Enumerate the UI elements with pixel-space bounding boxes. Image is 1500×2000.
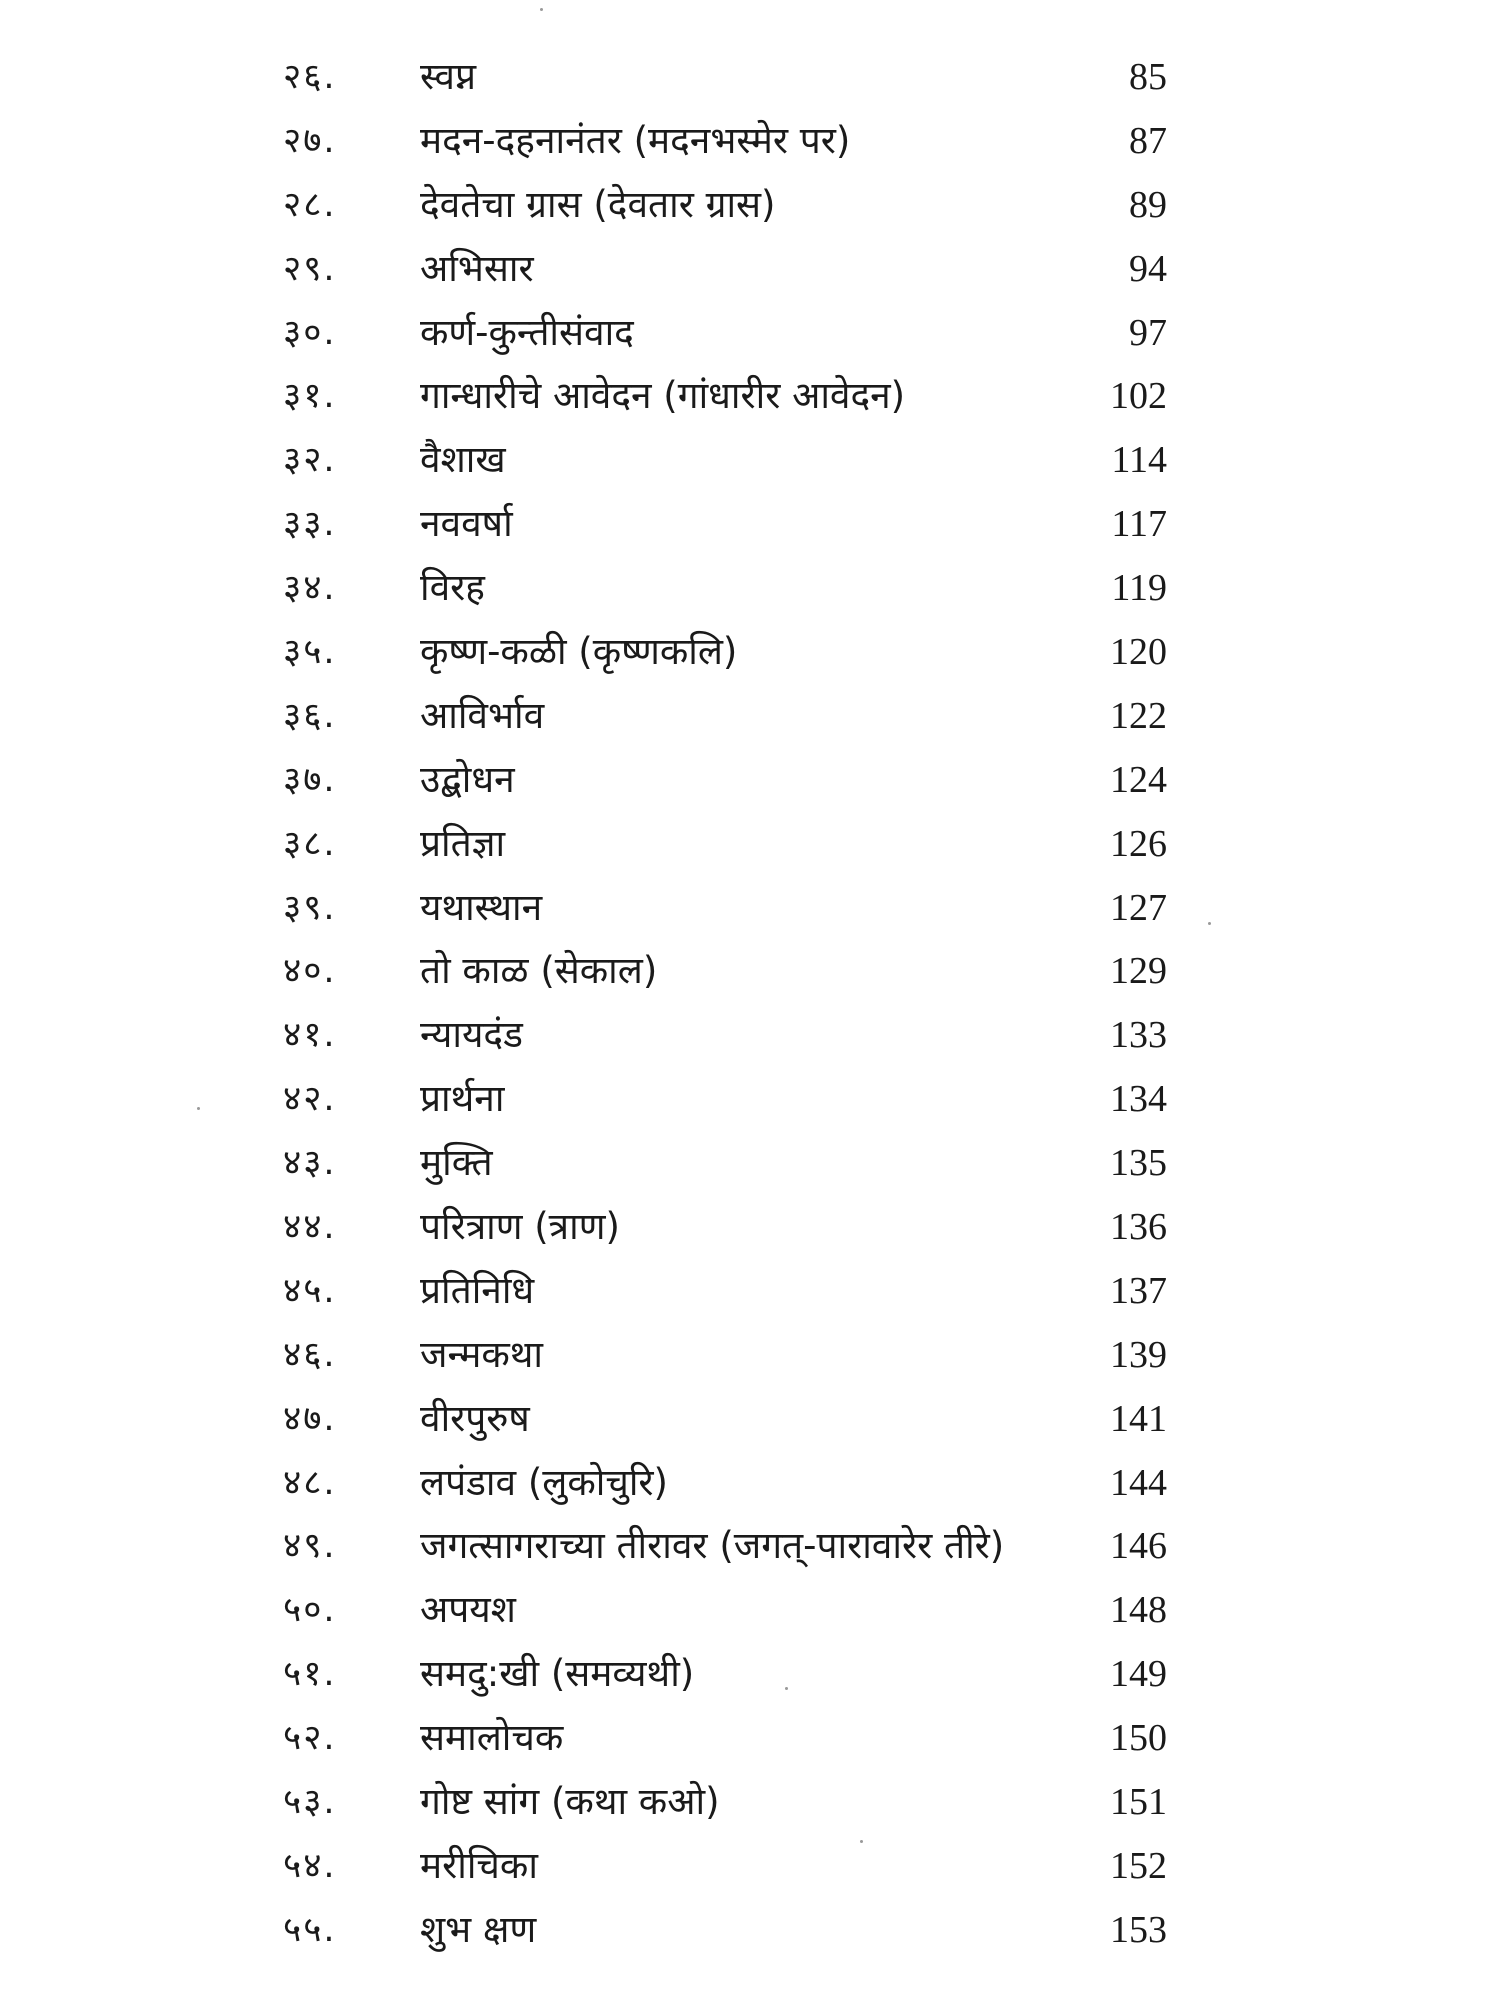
entry-number: २९.: [283, 248, 337, 289]
entry-number: ४९.: [283, 1526, 337, 1567]
entry-number: ४६.: [283, 1334, 337, 1375]
toc-entry: [0, 1010, 1500, 1074]
entry-page-number: 151: [1110, 1781, 1167, 1824]
entry-number: २८.: [283, 184, 337, 225]
entry-number: २७.: [283, 120, 337, 161]
paper-speck: [785, 1687, 788, 1690]
entry-page-number: 137: [1110, 1269, 1167, 1312]
entry-title: विरह: [420, 566, 485, 610]
entry-page-number: 117: [1111, 503, 1167, 546]
entry-title: समदु:खी (समव्यथी): [420, 1652, 695, 1696]
entry-page-number: 136: [1110, 1206, 1167, 1249]
toc-entry: [0, 1202, 1500, 1266]
toc-entry: [0, 308, 1500, 372]
entry-page-number: 127: [1110, 886, 1167, 929]
entry-title: समालोचक: [420, 1716, 564, 1760]
entry-number: ४१.: [283, 1015, 337, 1056]
entry-title: न्यायदंड: [420, 1013, 523, 1057]
entry-page-number: 152: [1110, 1844, 1167, 1887]
entry-number: २६.: [283, 57, 337, 97]
entry-number: ४४.: [283, 1207, 337, 1248]
toc-entry: [0, 883, 1500, 947]
toc-entry: [0, 435, 1500, 499]
entry-page-number: 97: [1129, 311, 1167, 354]
toc-entry: [0, 1074, 1500, 1138]
entry-title: परित्राण (त्राण): [420, 1205, 620, 1249]
entry-number: ५०.: [283, 1590, 337, 1631]
entry-title: प्रतिज्ञा: [420, 821, 506, 865]
entry-page-number: 149: [1110, 1653, 1167, 1696]
entry-title: देवतेचा ग्रास (देवतार ग्रास): [420, 182, 776, 226]
entry-page-number: 85: [1129, 56, 1167, 98]
entry-title: शुभ क्षण: [420, 1907, 537, 1951]
entry-page-number: 120: [1110, 631, 1167, 674]
entry-number: ३६.: [283, 695, 337, 736]
paper-speck: [540, 8, 543, 11]
entry-number: ३८.: [283, 823, 337, 864]
entry-number: ३३.: [283, 504, 337, 545]
entry-title: कृष्ण-कळी (कृष्णकलि): [420, 630, 738, 674]
toc-entry: [0, 180, 1500, 244]
entry-page-number: 94: [1129, 247, 1167, 290]
toc-entry: [0, 1138, 1500, 1202]
toc-entry: [0, 755, 1500, 819]
toc-entry: [0, 116, 1500, 180]
paper-speck: [860, 1840, 863, 1843]
toc-entry: [0, 1330, 1500, 1394]
entry-number: ५१.: [283, 1654, 337, 1695]
entry-title: कर्ण-कुन्तीसंवाद: [420, 310, 634, 354]
entry-page-number: 144: [1110, 1461, 1167, 1504]
toc-entry: [0, 52, 1500, 116]
entry-page-number: 148: [1110, 1589, 1167, 1632]
toc-entry: [0, 691, 1500, 755]
entry-page-number: 119: [1111, 567, 1167, 610]
entry-number: ५५.: [283, 1909, 337, 1950]
entry-title: आविर्भाव: [420, 693, 545, 737]
toc-entry: [0, 1521, 1500, 1585]
entry-number: ४२.: [283, 1079, 337, 1120]
toc-entry: [0, 244, 1500, 308]
toc-entry: [0, 819, 1500, 883]
toc-entry: [0, 946, 1500, 1010]
entry-title: गान्धारीचे आवेदन (गांधारीर आवेदन): [420, 374, 906, 418]
toc-entry: [0, 1713, 1500, 1777]
entry-page-number: 150: [1110, 1717, 1167, 1760]
entry-page-number: 139: [1110, 1333, 1167, 1376]
entry-title: गोष्ट सांग (कथा कओ): [420, 1780, 720, 1824]
toc-entry: [0, 1394, 1500, 1458]
entry-page-number: 153: [1110, 1908, 1167, 1951]
entry-page-number: 141: [1110, 1397, 1167, 1440]
toc-entry: [0, 371, 1500, 435]
paper-speck: [197, 1107, 200, 1110]
entry-number: ३१.: [283, 376, 337, 417]
entry-title: मदन-दहनानंतर (मदनभस्मेर पर): [420, 118, 851, 162]
entry-title: प्रतिनिधि: [420, 1268, 535, 1312]
entry-page-number: 122: [1110, 694, 1167, 737]
entry-number: ३२.: [283, 440, 337, 481]
entry-title: जन्मकथा: [420, 1332, 543, 1376]
entry-number: ४०.: [283, 951, 337, 992]
toc-entry: [0, 563, 1500, 627]
table-of-contents: [0, 52, 1500, 1969]
paper-speck: [1208, 922, 1211, 925]
entry-title: तो काळ (सेकाल): [420, 949, 658, 993]
toc-entry: [0, 1649, 1500, 1713]
toc-entry: [0, 1905, 1500, 1969]
entry-number: ४७.: [283, 1398, 337, 1439]
entry-title: यथास्थान: [420, 885, 543, 929]
toc-entry: [0, 1777, 1500, 1841]
entry-page-number: 134: [1110, 1078, 1167, 1121]
entry-title: उद्बोधन: [420, 757, 515, 801]
toc-entry: [0, 1585, 1500, 1649]
entry-title: जगत्सागराच्या तीरावर (जगत्-पारावारेर तीरे): [420, 1524, 1005, 1568]
entry-page-number: 87: [1129, 119, 1167, 162]
entry-number: ५२.: [283, 1718, 337, 1759]
entry-number: ४५.: [283, 1270, 337, 1311]
entry-title: वैशाख: [420, 438, 506, 482]
entry-page-number: 135: [1110, 1142, 1167, 1185]
toc-entry: [0, 499, 1500, 563]
entry-title: अभिसार: [420, 246, 534, 290]
entry-page-number: 129: [1110, 950, 1167, 993]
entry-page-number: 124: [1110, 758, 1167, 801]
entry-page-number: 126: [1110, 822, 1167, 865]
toc-entry: [0, 1458, 1500, 1522]
entry-title: स्वप्न: [420, 55, 477, 98]
entry-page-number: 102: [1110, 375, 1167, 418]
entry-number: ४८.: [283, 1462, 337, 1503]
entry-number: ३५.: [283, 632, 337, 673]
toc-entry: [0, 627, 1500, 691]
entry-title: प्रार्थना: [420, 1077, 505, 1121]
entry-number: ३७.: [283, 759, 337, 800]
entry-page-number: 146: [1110, 1525, 1167, 1568]
entry-title: मरीचिका: [420, 1843, 538, 1887]
entry-title: नववर्षा: [420, 502, 513, 546]
toc-entry: [0, 1841, 1500, 1905]
entry-title: मुक्ति: [420, 1141, 493, 1185]
entry-page-number: 114: [1111, 439, 1167, 482]
entry-title: अपयश: [420, 1588, 516, 1632]
entry-number: ३९.: [283, 887, 337, 928]
entry-number: ५३.: [283, 1782, 337, 1823]
toc-entry: [0, 1266, 1500, 1330]
entry-number: ४३.: [283, 1143, 337, 1184]
entry-number: ५४.: [283, 1845, 337, 1886]
entry-page-number: 89: [1129, 183, 1167, 226]
entry-title: लपंडाव (लुकोचुरि): [420, 1460, 668, 1504]
entry-title: वीरपुरुष: [420, 1396, 530, 1440]
entry-number: ३४.: [283, 568, 337, 609]
entry-page-number: 133: [1110, 1014, 1167, 1057]
entry-number: ३०.: [283, 312, 337, 353]
